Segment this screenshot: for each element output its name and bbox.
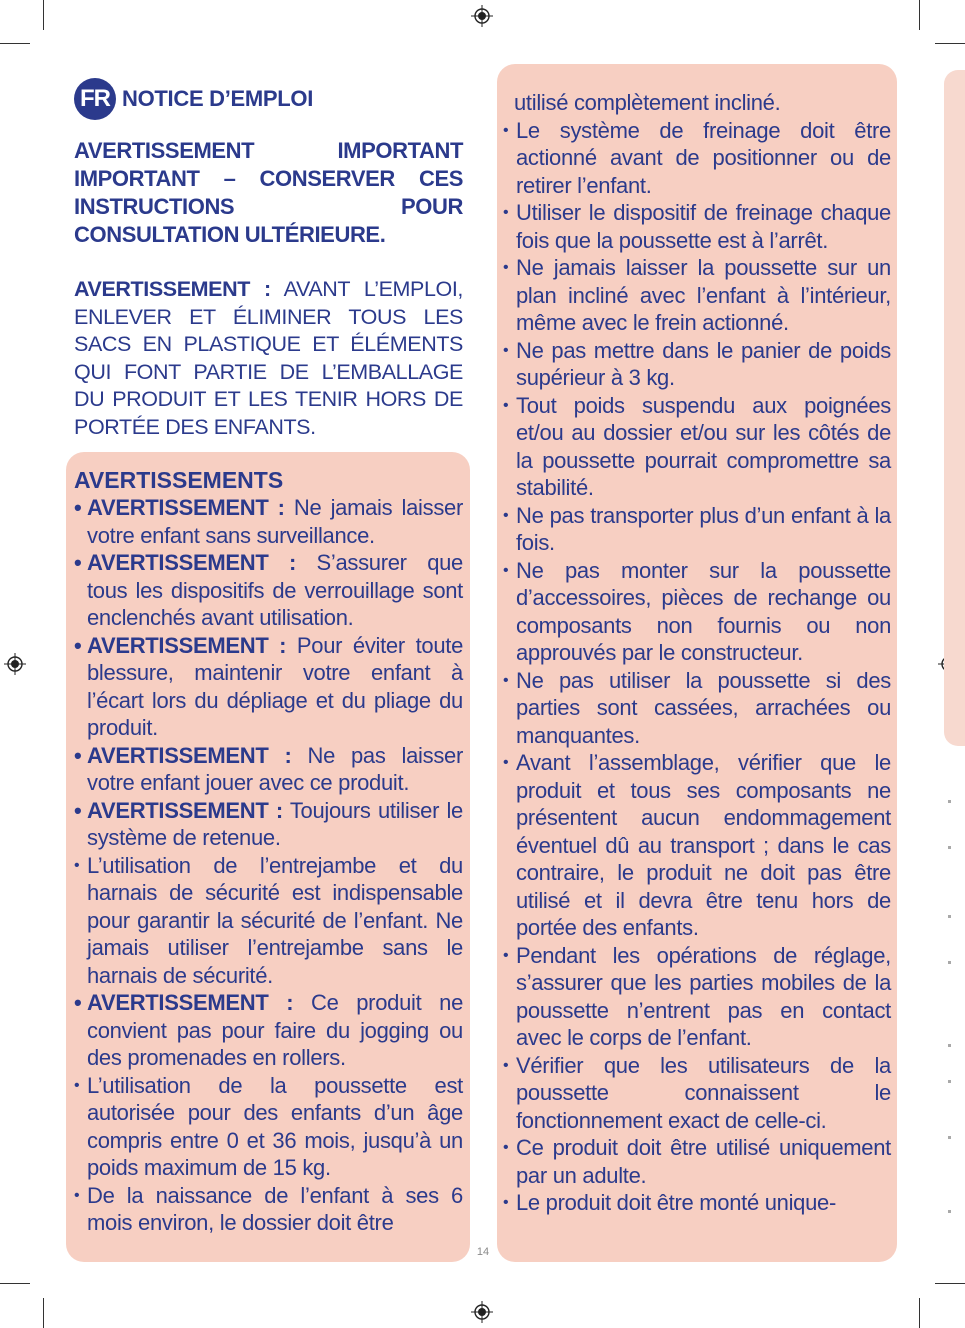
bullet: •: [74, 856, 80, 874]
list-item: [503, 392, 891, 502]
bullet: •: [74, 550, 82, 575]
bullet: •: [74, 797, 82, 823]
item-text: Pour éviter toute blessure, maintenir votre enfant à l’écart lors du dépliage et du pliage du produit.: [87, 632, 464, 740]
list-item: [503, 1134, 891, 1189]
list-item: [503, 942, 891, 1052]
bullet: •: [503, 946, 509, 964]
registration-mark-icon: [4, 653, 26, 675]
item-text: Ne pas mettre dans le panier de poids supérieur à 3 kg.: [516, 337, 891, 390]
item-lead: AVERTISSEMENT :: [87, 990, 294, 1015]
bullet: •: [503, 1194, 509, 1211]
bullet: •: [74, 1076, 80, 1094]
bullet: •: [503, 506, 509, 524]
list-item: [74, 1182, 463, 1237]
item-text: Ne pas laisser votre enfant jouer avec ce produit.: [87, 742, 463, 795]
item-text: De la naissance de l’enfant à ses 6 mois environ, le dossier doit être: [87, 1182, 463, 1235]
next-page-strip: [944, 70, 965, 746]
list-item: [503, 199, 891, 254]
list-item: [503, 337, 891, 392]
next-page-fragment: [948, 1080, 951, 1083]
crop-mark: [919, 0, 920, 30]
item-text: Ne pas monter sur la poussette d’accessoires, pièces de rechange ou composants non fournis ou non approuvés par le constructeur.: [516, 557, 891, 665]
item-text: Ne jamais laisser votre enfant sans surveillance.: [87, 495, 463, 548]
item-text: Le système de freinage doit être actionné avant de positionner ou de retirer l’enfant.: [516, 117, 891, 198]
item-lead: AVERTISSEMENT :: [87, 797, 283, 823]
item-text: Avant l’assemblage, vérifier que le produit et tous ses composants ne présentent aucun endommagement éventuel dû au transport ; dans le cas contraire, le produit ne doit pas être utilisé et il devra être tenu hors de portée des enfants.: [516, 750, 891, 940]
bullet: •: [503, 671, 509, 689]
list-item: [503, 117, 891, 200]
crop-mark: [0, 1283, 30, 1284]
bullet: •: [503, 1056, 509, 1074]
next-page-fragment: [948, 800, 951, 803]
crop-mark: [935, 1283, 965, 1284]
language-badge: FR: [74, 78, 116, 120]
item-text: Ce produit doit être utilisé uniquement par un adulte.: [516, 1135, 891, 1188]
next-page-fragment: [948, 1136, 951, 1139]
item-lead: AVERTISSEMENT :: [87, 495, 285, 520]
item-text: S’assurer que tous les dispositifs de verrouillage sont enclenchés avant utilisation.: [87, 550, 463, 630]
bullet: •: [74, 495, 82, 520]
crop-mark: [43, 1298, 44, 1328]
bullet: •: [503, 259, 509, 276]
item-text: Ne pas transporter plus d’un enfant à la fois.: [516, 502, 891, 555]
list-item: [74, 549, 463, 632]
list-item: [503, 557, 891, 667]
list-item: [74, 742, 463, 797]
item-text: Tout poids suspendu aux poignées et/ou au dossier et/ou sur les côtés de la poussette pourrait compromettre sa stabilité.: [516, 392, 891, 500]
next-page-fragment: [948, 846, 951, 849]
right-column: [503, 89, 891, 1217]
next-page-fragment: [948, 1210, 951, 1213]
bullet: •: [503, 561, 509, 579]
item-lead: AVERTISSEMENT :: [87, 632, 287, 658]
list-item: [74, 989, 463, 1072]
list-item: [74, 632, 463, 742]
page-title: NOTICE D’EMPLOI: [122, 86, 314, 111]
list-item: [503, 1189, 891, 1217]
continued-text: utilisé complètement incliné.: [514, 90, 781, 115]
list-item: [74, 494, 463, 549]
item-text: Ne jamais laisser la poussette sur un plan incliné avec l’enfant à l’intérieur, même avec le frein actionné.: [516, 255, 891, 335]
page-number: 14: [476, 1246, 490, 1258]
list-item: [503, 667, 891, 750]
list-item: [503, 1052, 891, 1135]
item-text: Vérifier que les utilisateurs de la poussette connaissent le fonctionnement exact de celle-ci.: [516, 1052, 891, 1133]
bullet: •: [74, 1186, 80, 1204]
item-text: L’utilisation de l’entrejambe et du harnais de sécurité est indispensable pour garantir la sécurité de l’enfant. Ne jamais utiliser l’entrejambe sans le harnais de sécurité.: [87, 852, 463, 988]
item-text: Ce produit ne convient pas pour faire du jogging ou des promenades en rollers.: [87, 990, 464, 1070]
item-text: Toujours utiliser le système de retenue.: [87, 797, 463, 850]
item-text: Pendant les opérations de réglage, s’assurer que les parties mobiles de la poussette n’entrent pas en contact avec le corps de l’enfant.: [516, 942, 891, 1050]
registration-mark-icon: [471, 5, 493, 27]
crop-mark: [43, 0, 44, 30]
bullet: •: [74, 632, 82, 658]
bullet: •: [503, 1139, 509, 1156]
next-page-fragment: [948, 915, 951, 918]
list-item: [74, 1072, 463, 1182]
crop-mark: [919, 1298, 920, 1328]
packaging-warning: [74, 276, 463, 441]
item-text: Ne pas utiliser la poussette si des parties sont cassées, arrachées ou manquantes.: [516, 667, 891, 748]
packaging-warning-lead: AVERTISSEMENT :: [74, 277, 271, 301]
safety-list: [503, 117, 891, 1217]
bullet: •: [503, 754, 509, 771]
page-header: [74, 78, 313, 120]
list-item: [503, 254, 891, 337]
list-item: [74, 797, 463, 852]
bullet: •: [74, 990, 82, 1015]
bullet: •: [503, 204, 509, 221]
list-item: [74, 852, 463, 990]
next-page-fragment: [948, 961, 951, 964]
warnings-section: [74, 466, 463, 1237]
registration-mark-icon: [471, 1301, 493, 1323]
important-warning: AVERTISSEMENT IMPORTANT IMPORTANT – CONSERVER CES INSTRUCTIONS POUR CONSULTATION ULTÉRIEURE.: [74, 138, 463, 247]
list-item: [503, 749, 891, 942]
item-text: L’utilisation de la poussette est autorisée pour des enfants d’un âge compris entre 0 et 36 mois, jusqu’à un poids maximum de 15 kg.: [87, 1072, 463, 1180]
bullet: •: [74, 742, 82, 768]
list-item: [503, 502, 891, 557]
warnings-title: AVERTISSEMENTS: [74, 467, 284, 493]
crop-mark: [0, 43, 30, 44]
bullet: •: [503, 121, 509, 139]
item-text: Le produit doit être monté unique-: [516, 1190, 837, 1215]
item-text: Utiliser le dispositif de freinage chaque fois que la poussette est à l’arrêt.: [516, 200, 891, 253]
item-lead: AVERTISSEMENT :: [87, 550, 296, 575]
bullet: •: [503, 396, 509, 414]
bullet: •: [503, 341, 509, 359]
warnings-list: [74, 494, 463, 1237]
crop-mark: [935, 43, 965, 44]
packaging-warning-text: AVANT L’EMPLOI, ENLEVER ET ÉLIMINER TOUS LES SACS EN PLASTIQUE ET ÉLÉMENTS QUI FONT PARTIE DE L’EMBALLAGE DU PRODUIT ET LES TENIR HORS DE PORTÉE DES ENFANTS.: [74, 277, 463, 439]
item-lead: AVERTISSEMENT :: [87, 742, 292, 768]
next-page-fragment: [948, 1044, 951, 1047]
